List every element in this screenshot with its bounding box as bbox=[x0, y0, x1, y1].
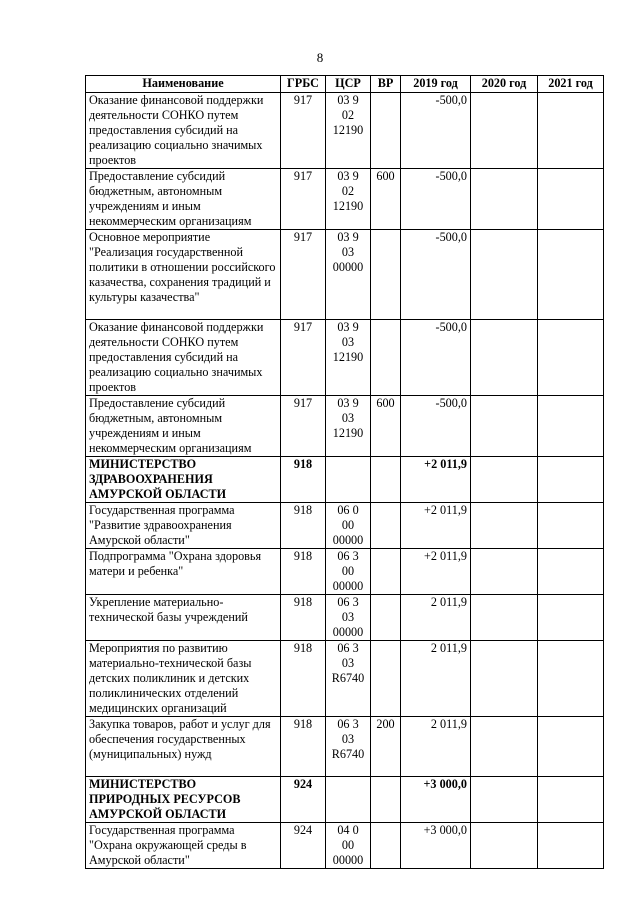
row-2019: +3 000,0 bbox=[401, 823, 471, 869]
row-grbs: 917 bbox=[281, 320, 326, 396]
column-header-vr: ВР bbox=[371, 76, 401, 93]
csr-part: R6740 bbox=[331, 747, 365, 761]
csr-part: 06 3 bbox=[337, 549, 359, 563]
table-row bbox=[86, 777, 604, 823]
row-2020 bbox=[471, 595, 538, 641]
row-grbs: 917 bbox=[281, 230, 326, 320]
row-2019: +2 011,9 bbox=[401, 549, 471, 595]
csr-part: 03 bbox=[341, 732, 355, 746]
row-2021 bbox=[538, 320, 604, 396]
csr-part: 03 9 bbox=[337, 396, 359, 410]
table-row bbox=[86, 595, 604, 641]
row-csr bbox=[326, 717, 371, 777]
table-row bbox=[86, 169, 604, 230]
csr-part: 00000 bbox=[332, 579, 364, 593]
row-2021 bbox=[538, 595, 604, 641]
row-grbs: 918 bbox=[281, 641, 326, 717]
row-2020 bbox=[471, 457, 538, 503]
csr-part: 00000 bbox=[332, 625, 364, 639]
csr-part: 03 9 bbox=[337, 320, 359, 334]
row-2021 bbox=[538, 93, 604, 169]
row-vr bbox=[371, 93, 401, 169]
row-vr bbox=[371, 320, 401, 396]
row-2019: -500,0 bbox=[401, 320, 471, 396]
row-2020 bbox=[471, 320, 538, 396]
row-2020 bbox=[471, 169, 538, 230]
row-vr bbox=[371, 641, 401, 717]
row-vr: 600 bbox=[371, 169, 401, 230]
csr-part: 02 bbox=[341, 184, 355, 198]
csr-part: 06 3 bbox=[337, 595, 359, 609]
row-name: Государственная программа "Охрана окружающей среды в Амурской области" bbox=[86, 823, 281, 869]
row-vr: 200 bbox=[371, 717, 401, 777]
row-2019: +2 011,9 bbox=[401, 503, 471, 549]
row-name: Предоставление субсидий бюджетным, автономным учреждениям и иным некоммерческим организациям bbox=[86, 169, 281, 230]
column-header-2020: 2020 год bbox=[471, 76, 538, 93]
page-number: 8 bbox=[316, 50, 324, 65]
csr-part: 03 bbox=[341, 245, 355, 259]
csr-part: 12190 bbox=[332, 199, 364, 213]
csr-part: 02 bbox=[341, 108, 355, 122]
row-2019: -500,0 bbox=[401, 169, 471, 230]
row-name: Мероприятия по развитию материально-технической базы детских поликлиник и детских поликлинических отделений медицинских организаций bbox=[86, 641, 281, 717]
row-2019: 2 011,9 bbox=[401, 641, 471, 717]
row-2021 bbox=[538, 641, 604, 717]
row-2020 bbox=[471, 641, 538, 717]
row-name: Укрепление материально-технической базы учреждений bbox=[86, 595, 281, 641]
csr-part: 03 bbox=[341, 411, 355, 425]
row-vr bbox=[371, 503, 401, 549]
row-grbs: 917 bbox=[281, 93, 326, 169]
row-csr bbox=[326, 595, 371, 641]
row-name: Подпрограмма "Охрана здоровья матери и ребенка" bbox=[86, 549, 281, 595]
csr-part: 00 bbox=[341, 564, 355, 578]
row-2021 bbox=[538, 230, 604, 320]
table-row bbox=[86, 457, 604, 503]
row-grbs: 917 bbox=[281, 396, 326, 457]
row-2021 bbox=[538, 457, 604, 503]
row-2020 bbox=[471, 230, 538, 320]
row-csr bbox=[326, 641, 371, 717]
csr-part: 03 9 bbox=[337, 93, 359, 107]
csr-part: 03 bbox=[341, 335, 355, 349]
row-vr bbox=[371, 549, 401, 595]
row-2019: +3 000,0 bbox=[401, 777, 471, 823]
row-csr bbox=[326, 320, 371, 396]
csr-part: 00000 bbox=[332, 853, 364, 867]
table-row bbox=[86, 93, 604, 169]
column-header-2019: 2019 год bbox=[401, 76, 471, 93]
csr-part: 00000 bbox=[332, 260, 364, 274]
row-name: Оказание финансовой поддержки деятельности СОНКО путем предоставления субсидий на реализацию социально значимых проектов bbox=[86, 93, 281, 169]
budget-table bbox=[85, 75, 604, 869]
row-grbs: 924 bbox=[281, 823, 326, 869]
row-2019: -500,0 bbox=[401, 396, 471, 457]
row-csr bbox=[326, 823, 371, 869]
table-row bbox=[86, 230, 604, 320]
row-2021 bbox=[538, 503, 604, 549]
row-2020 bbox=[471, 396, 538, 457]
row-grbs: 917 bbox=[281, 169, 326, 230]
row-name: Предоставление субсидий бюджетным, автономным учреждениям и иным некоммерческим организациям bbox=[86, 396, 281, 457]
row-grbs: 918 bbox=[281, 503, 326, 549]
row-2020 bbox=[471, 717, 538, 777]
row-vr bbox=[371, 230, 401, 320]
csr-part: 03 9 bbox=[337, 169, 359, 183]
row-2020 bbox=[471, 549, 538, 595]
row-2020 bbox=[471, 93, 538, 169]
row-name: МИНИСТЕРСТВО ЗДРАВООХРАНЕНИЯ АМУРСКОЙ ОБЛАСТИ bbox=[86, 457, 281, 503]
csr-part: 03 9 bbox=[337, 230, 359, 244]
row-csr bbox=[326, 396, 371, 457]
csr-part: R6740 bbox=[331, 671, 365, 685]
csr-part: 03 bbox=[341, 610, 355, 624]
csr-part: 00 bbox=[341, 838, 355, 852]
table-row bbox=[86, 717, 604, 777]
row-vr bbox=[371, 595, 401, 641]
column-header-name: Наименование bbox=[86, 76, 281, 93]
table-body bbox=[86, 93, 604, 869]
column-header-2021: 2021 год bbox=[538, 76, 604, 93]
row-grbs: 918 bbox=[281, 457, 326, 503]
table-row bbox=[86, 549, 604, 595]
table-row bbox=[86, 641, 604, 717]
table-row bbox=[86, 823, 604, 869]
row-name: Основное мероприятие "Реализация государственной политики в отношении российского казачества, сохранения традиций и культуры казачества" bbox=[86, 230, 281, 320]
column-header-csr: ЦСР bbox=[326, 76, 371, 93]
csr-part: 06 3 bbox=[337, 717, 359, 731]
row-csr bbox=[326, 230, 371, 320]
row-2019: 2 011,9 bbox=[401, 595, 471, 641]
csr-part: 06 0 bbox=[337, 503, 359, 517]
row-name: Закупка товаров, работ и услуг для обеспечения государственных (муниципальных) нужд bbox=[86, 717, 281, 777]
row-2019: -500,0 bbox=[401, 230, 471, 320]
row-csr bbox=[326, 457, 371, 503]
row-2021 bbox=[538, 549, 604, 595]
csr-part: 12190 bbox=[332, 350, 364, 364]
row-2021 bbox=[538, 396, 604, 457]
row-csr bbox=[326, 93, 371, 169]
csr-part: 00000 bbox=[332, 533, 364, 547]
csr-part: 12190 bbox=[332, 426, 364, 440]
csr-part: 00 bbox=[341, 518, 355, 532]
row-2021 bbox=[538, 717, 604, 777]
csr-part: 04 0 bbox=[337, 823, 359, 837]
row-vr bbox=[371, 777, 401, 823]
row-grbs: 924 bbox=[281, 777, 326, 823]
row-name: Государственная программа "Развитие здравоохранения Амурской области" bbox=[86, 503, 281, 549]
row-vr: 600 bbox=[371, 396, 401, 457]
row-csr bbox=[326, 777, 371, 823]
row-vr bbox=[371, 457, 401, 503]
row-name: МИНИСТЕРСТВО ПРИРОДНЫХ РЕСУРСОВ АМУРСКОЙ ОБЛАСТИ bbox=[86, 777, 281, 823]
row-2020 bbox=[471, 503, 538, 549]
row-2019: -500,0 bbox=[401, 93, 471, 169]
table-header-row bbox=[86, 76, 604, 93]
csr-part: 03 bbox=[341, 656, 355, 670]
row-vr bbox=[371, 823, 401, 869]
row-2021 bbox=[538, 777, 604, 823]
row-2020 bbox=[471, 823, 538, 869]
column-header-grbs: ГРБС bbox=[281, 76, 326, 93]
row-grbs: 918 bbox=[281, 549, 326, 595]
row-2019: 2 011,9 bbox=[401, 717, 471, 777]
table-row bbox=[86, 320, 604, 396]
row-2020 bbox=[471, 777, 538, 823]
csr-part: 12190 bbox=[332, 123, 364, 137]
table-row bbox=[86, 396, 604, 457]
row-2019: +2 011,9 bbox=[401, 457, 471, 503]
row-2021 bbox=[538, 823, 604, 869]
row-grbs: 918 bbox=[281, 595, 326, 641]
row-csr bbox=[326, 169, 371, 230]
table-row bbox=[86, 503, 604, 549]
row-name: Оказание финансовой поддержки деятельности СОНКО путем предоставления субсидий на реализацию социально значимых проектов bbox=[86, 320, 281, 396]
csr-part: 06 3 bbox=[337, 641, 359, 655]
row-csr bbox=[326, 503, 371, 549]
row-grbs: 918 bbox=[281, 717, 326, 777]
row-2021 bbox=[538, 169, 604, 230]
row-csr bbox=[326, 549, 371, 595]
